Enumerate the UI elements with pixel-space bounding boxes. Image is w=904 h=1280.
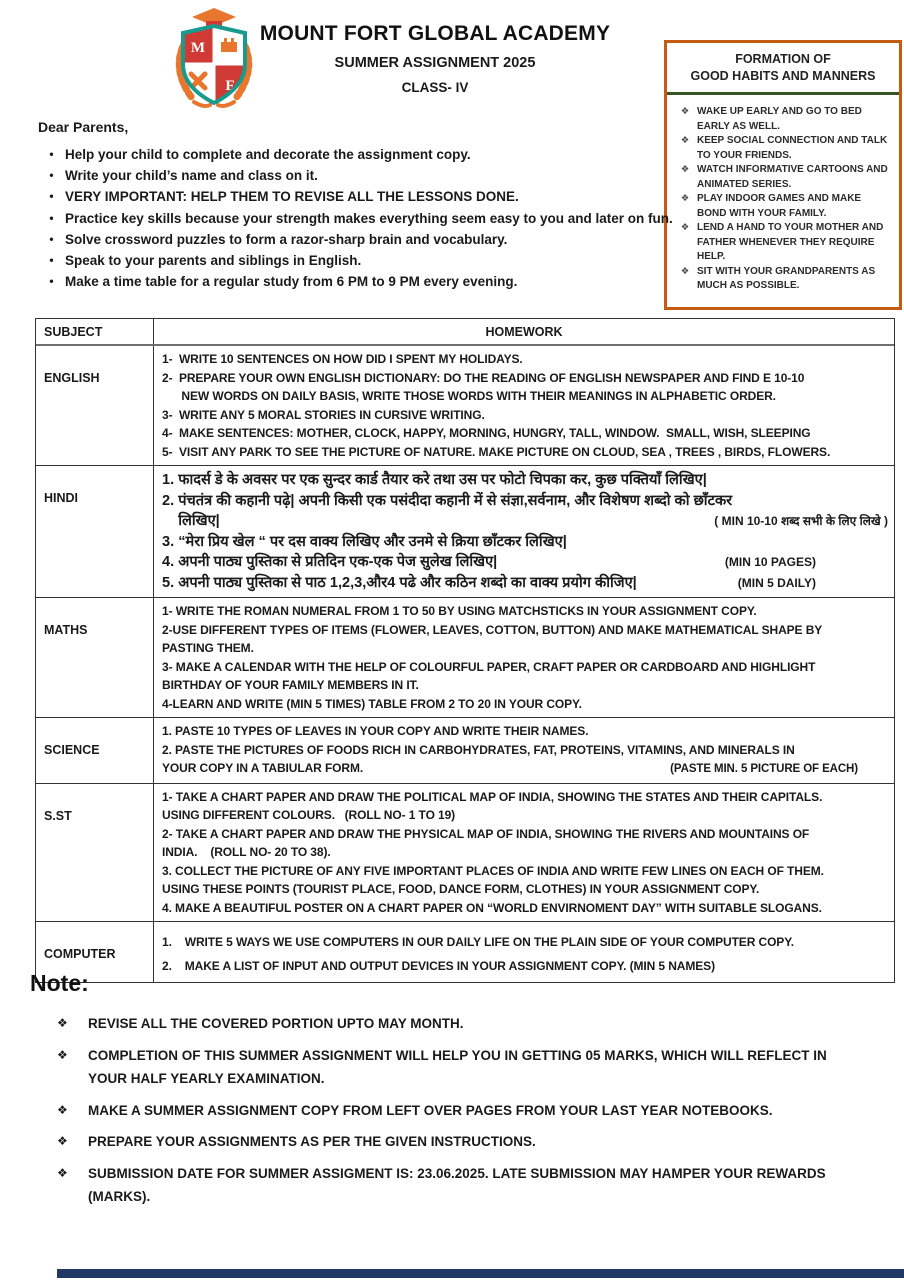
subject-cell: S.ST	[36, 784, 154, 922]
round-bullet-icon: •	[49, 231, 54, 246]
assignment-title: SUMMER ASSIGNMENT 2025	[334, 55, 536, 71]
diamond-bullet-icon: ❖	[680, 193, 690, 204]
homework-line-text: 2- TAKE A CHART PAPER AND DRAW THE PHYSICAL MAP OF INDIA, SHOWING THE RIVERS AND MOUNTAINS OF	[162, 826, 810, 841]
homework-line-text: 1. PASTE 10 TYPES OF LEAVES IN YOUR COPY AND WRITE THEIR NAMES.	[162, 724, 589, 738]
homework-line-text: USING THESE POINTS (TOURIST PLACE, FOOD, DANCE FORM, CLOTHES) IN YOUR ASSIGNMENT COPY.	[162, 882, 760, 896]
note-section	[30, 970, 832, 1217]
diamond-bullet-icon: ❖	[57, 1102, 68, 1117]
homework-cell	[154, 466, 894, 597]
homework-line-text: 1. फादर्स डे के अवसर पर एक सुन्दर कार्ड तैयार करे तथा उस पर फोटो चिपका कर, कुछ पक्तियाँ लिखिए|	[162, 472, 707, 488]
homework-line-text: 1. WRITE 5 WAYS WE USE COMPUTERS IN OUR DAILY LIFE ON THE PLAIN SIDE OF YOUR COMPUTER COPY.	[162, 935, 795, 949]
homework-line-text: 2. पंचतंत्र की कहानी पढ़े| अपनी किसी एक पसंदीदा कहानी में से संज्ञा,सर्वनाम, और विशेषण शब्दो को छाँटकर	[162, 492, 733, 509]
homework-line-text: 2-USE DIFFERENT TYPES OF ITEMS (FLOWER, LEAVES, COTTON, BUTTON) AND MAKE MATHEMATICAL SHAPE BY	[162, 622, 823, 637]
homework-line-note: (MIN 5 DAILY)	[737, 575, 816, 590]
homework-line	[162, 621, 888, 640]
homework-line	[162, 741, 888, 760]
diamond-bullet-icon: ❖	[57, 1165, 68, 1180]
table-row	[36, 784, 894, 923]
habit-text: WAKE UP EARLY AND GO TO BED EARLY AS WELL.	[697, 106, 862, 132]
note-list-item	[52, 1012, 832, 1036]
parent-list-item	[38, 165, 870, 186]
column-header-homework: HOMEWORK	[485, 325, 563, 339]
homework-line	[162, 658, 888, 677]
homework-line	[162, 759, 888, 779]
homework-line	[162, 880, 888, 899]
homework-line-text: 1- WRITE 10 SENTENCES ON HOW DID I SPENT MY HOLIDAYS.	[162, 352, 523, 366]
note-text: MAKE A SUMMER ASSIGNMENT COPY FROM LEFT OVER PAGES FROM YOUR LAST YEAR NOTEBOOKS.	[88, 1102, 773, 1118]
parent-text: VERY IMPORTANT: HELP THEM TO REVISE ALL THE LESSONS DONE.	[65, 189, 519, 205]
homework-line-text: 4-LEARN AND WRITE (MIN 5 TIMES) TABLE FROM 2 TO 20 IN YOUR COPY.	[162, 696, 582, 711]
page-bottom-bar	[57, 1269, 904, 1278]
homework-line	[162, 676, 888, 695]
homework-line	[162, 406, 888, 425]
homework-table	[35, 318, 895, 983]
homework-line	[162, 491, 888, 512]
table-body	[36, 346, 894, 982]
homework-line-text: NEW WORDS ON DAILY BASIS, WRITE THOSE WORDS WITH THEIR MEANINGS IN ALPHABETIC ORDER.	[162, 389, 776, 403]
parent-list-item	[38, 250, 870, 271]
homework-line-text: 2. PASTE THE PICTURES OF FOODS RICH IN CARBOHYDRATES, FAT, PROTEINS, VITAMINS, AND MINERALS IN	[162, 742, 795, 757]
note-text: COMPLETION OF THIS SUMMER ASSIGNMENT WILL HELP YOU IN GETTING 05 MARKS, WHICH WILL REFLECT IN YOUR HALF YEARLY EXAMINATION.	[88, 1047, 827, 1086]
logo-letter-f: F	[225, 78, 235, 94]
homework-line-text: 2. MAKE A LIST OF INPUT AND OUTPUT DEVICES IN YOUR ASSIGNMENT COPY. (MIN 5 NAMES)	[162, 959, 715, 973]
homework-line	[162, 573, 888, 594]
good-habits-title	[667, 43, 899, 95]
diamond-bullet-icon: ❖	[680, 265, 690, 277]
table-row	[36, 718, 894, 784]
homework-line-text: 2- PREPARE YOUR OWN ENGLISH DICTIONARY: DO THE READING OF ENGLISH NEWSPAPER AND FIND E 10-10	[162, 370, 805, 385]
homework-line	[162, 443, 888, 462]
homework-line-text: 1- WRITE THE ROMAN NUMERAL FROM 1 TO 50 BY USING MATCHSTICKS IN YOUR ASSIGNMENT COPY.	[162, 604, 757, 618]
class-label: CLASS- IV	[401, 80, 469, 95]
note-list	[30, 1012, 832, 1209]
homework-line-text: PASTING THEM.	[162, 641, 254, 655]
parent-text: Speak to your parents and siblings in English.	[65, 253, 362, 269]
homework-line	[162, 843, 888, 862]
homework-line-text: USING DIFFERENT COLOURS. (ROLL NO- 1 TO 19)	[162, 808, 456, 822]
homework-line	[162, 722, 888, 741]
parents-list	[38, 144, 870, 292]
parent-text: Help your child to complete and decorate the assignment copy.	[65, 147, 471, 162]
homework-line-text: 3- WRITE ANY 5 MORAL STORIES IN CURSIVE WRITING.	[162, 407, 485, 422]
table-row	[36, 598, 894, 718]
parent-text: Solve crossword puzzles to form a razor-sharp brain and vocabulary.	[65, 231, 508, 247]
round-bullet-icon: •	[49, 189, 54, 204]
round-bullet-icon: •	[49, 168, 54, 183]
homework-line-text: 5- VISIT ANY PARK TO SEE THE PICTURE OF NATURE. MAKE PICTURE ON CLOUD, SEA , TREES , BIRDS, FLOWERS.	[162, 444, 831, 459]
diamond-bullet-icon: ❖	[680, 164, 690, 175]
homework-line	[162, 470, 888, 491]
homework-line-text: 1- TAKE A CHART PAPER AND DRAW THE POLITICAL MAP OF INDIA, SHOWING THE STATES AND THEIR CAPITALS.	[162, 789, 823, 804]
note-text: REVISE ALL THE COVERED PORTION UPTO MAY MONTH.	[88, 1016, 464, 1031]
habit-text: PLAY INDOOR GAMES AND MAKE BOND WITH YOUR FAMILY.	[697, 193, 862, 219]
subject-cell: MATHS	[36, 598, 154, 717]
homework-line-text: YOUR COPY IN A TABIULAR FORM.	[162, 761, 364, 775]
note-list-item	[52, 1162, 832, 1209]
homework-line	[162, 806, 888, 825]
diamond-bullet-icon: ❖	[680, 135, 690, 146]
round-bullet-icon: •	[49, 253, 54, 268]
diamond-bullet-icon: ❖	[680, 106, 690, 117]
diamond-bullet-icon: ❖	[57, 1134, 68, 1148]
round-bullet-icon: •	[49, 210, 54, 225]
subject-cell: COMPUTER	[36, 922, 154, 982]
note-list-item	[52, 1044, 832, 1091]
habit-text: LEND A HAND TO YOUR MOTHER AND FATHER WHENEVER THEY REQUIRE HELP.	[697, 222, 884, 262]
homework-line-text: INDIA. (ROLL NO- 20 TO 38).	[162, 845, 331, 859]
school-name: MOUNT FORT GLOBAL ACADEMY	[259, 22, 611, 45]
homework-line	[162, 424, 888, 443]
parent-list-item	[38, 144, 870, 165]
habit-text: SIT WITH YOUR GRANDPARENTS AS MUCH AS POSSIBLE.	[697, 265, 876, 291]
logo-letter-m: M	[190, 40, 206, 56]
homework-cell	[154, 598, 894, 717]
homework-line-text: 5. अपनी पाठ्य पुस्तिका से पाठ 1,2,3,और4 पढे और कठिन शब्दो का वाक्य प्रयोग कीजिए|	[162, 574, 637, 591]
diamond-bullet-icon: ❖	[57, 1016, 68, 1030]
homework-line	[162, 695, 888, 714]
homework-line	[162, 930, 888, 954]
homework-line	[162, 788, 888, 807]
good-habits-title-line1: FORMATION OF	[735, 52, 831, 66]
homework-line	[162, 899, 888, 918]
homework-line-note: ( MIN 10-10 शब्द सभी के लिए लिखे )	[714, 514, 888, 528]
homework-cell	[154, 346, 894, 465]
homework-line-text: 3- MAKE A CALENDAR WITH THE HELP OF COLOURFUL PAPER, CRAFT PAPER OR CARDBOARD AND HIGHLIGHT	[162, 659, 816, 674]
homework-cell	[154, 718, 894, 783]
note-title: Note:	[30, 970, 89, 996]
homework-line-note: (MIN 10 PAGES)	[724, 555, 816, 569]
homework-line-text: लिखिए|	[162, 513, 220, 529]
habit-text: WATCH INFORMATIVE CARTOONS AND ANIMATED SERIES.	[697, 164, 888, 190]
parents-salutation: Dear Parents,	[38, 119, 129, 135]
homework-line	[162, 862, 888, 881]
habit-text: KEEP SOCIAL CONNECTION AND TALK TO YOUR FRIENDS.	[697, 135, 888, 161]
homework-line-text: BIRTHDAY OF YOUR FAMILY MEMBERS IN IT.	[162, 678, 419, 692]
homework-line	[162, 369, 888, 388]
good-habits-title-line2: GOOD HABITS AND MANNERS	[690, 69, 876, 83]
homework-line	[162, 532, 888, 553]
parent-list-item	[38, 271, 870, 292]
homework-cell	[154, 784, 894, 922]
diamond-bullet-icon: ❖	[680, 222, 690, 233]
column-header-subject: SUBJECT	[36, 319, 154, 344]
table-header-row	[36, 319, 894, 346]
homework-line	[162, 350, 888, 369]
homework-line	[162, 552, 888, 573]
parent-list-item	[38, 208, 870, 229]
parent-list-item	[38, 229, 870, 250]
note-list-item	[52, 1099, 832, 1123]
round-bullet-icon: •	[49, 147, 54, 161]
homework-line-text: 4. MAKE A BEAUTIFUL POSTER ON A CHART PAPER ON “WORLD ENVIRNOMENT DAY” WITH SUITABLE SLOGANS.	[162, 900, 822, 915]
subject-cell: SCIENCE	[36, 718, 154, 783]
homework-line	[162, 511, 888, 532]
table-row	[36, 346, 894, 466]
parent-list-item	[38, 186, 870, 207]
subject-cell: HINDI	[36, 466, 154, 597]
homework-line	[162, 602, 888, 621]
homework-line-text: 4- MAKE SENTENCES: MOTHER, CLOCK, HAPPY, MORNING, HUNGRY, TALL, WINDOW. SMALL, WISH, SLEEPING	[162, 426, 811, 440]
homework-line	[162, 825, 888, 844]
homework-line	[162, 387, 888, 406]
homework-line-text: 3. “मेरा प्रिय खेल “ पर दस वाक्य लिखिए और उनमे से क्रिया छाँटकर लिखिए|	[162, 533, 567, 550]
parents-section	[38, 119, 870, 292]
subject-cell: ENGLISH	[36, 346, 154, 465]
note-text: SUBMISSION DATE FOR SUMMER ASSIGMENT IS: 23.06.2025. LATE SUBMISSION MAY HAMPER YOUR REWARDS (MARKS).	[88, 1165, 826, 1204]
round-bullet-icon: •	[49, 274, 54, 289]
homework-line-text: 3. COLLECT THE PICTURE OF ANY FIVE IMPORTANT PLACES OF INDIA AND WRITE FEW LINES ON EACH OF THEM.	[162, 863, 824, 878]
homework-line-note: (PASTE MIN. 5 PICTURE OF EACH)	[670, 763, 858, 775]
parent-text: Write your child’s name and class on it.	[65, 168, 318, 184]
homework-line	[162, 639, 888, 658]
diamond-bullet-icon: ❖	[57, 1047, 68, 1062]
note-list-item	[52, 1130, 832, 1154]
homework-line-text: 4. अपनी पाठ्य पुस्तिका से प्रतिदिन एक-एक पेज सुलेख लिखिए|	[162, 554, 498, 570]
parent-text: Make a time table for a regular study from 6 PM to 9 PM every evening.	[65, 274, 518, 290]
parent-text: Practice key skills because your strength makes everything seem easy to you and later on fun.	[65, 210, 673, 226]
note-text: PREPARE YOUR ASSIGNMENTS AS PER THE GIVEN INSTRUCTIONS.	[88, 1134, 536, 1149]
table-row	[36, 466, 894, 598]
